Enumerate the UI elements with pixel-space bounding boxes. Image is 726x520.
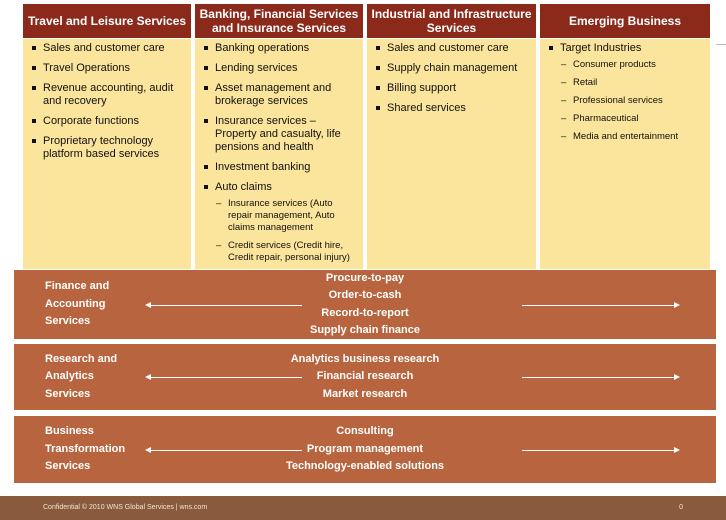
service-item-label: Billing support xyxy=(387,82,457,94)
sub-service-item: – Retail xyxy=(560,77,704,89)
service-item xyxy=(31,135,185,161)
service-item-label: Lending services xyxy=(215,62,298,74)
service-item xyxy=(203,181,357,264)
sub-service-list xyxy=(560,59,704,143)
right-arrow-line xyxy=(522,450,674,451)
sub-service-list xyxy=(215,198,357,264)
band-label-line: Business xyxy=(45,425,94,438)
service-item xyxy=(375,82,530,95)
column-body xyxy=(367,39,536,269)
service-item-label: Auto claims xyxy=(215,181,272,193)
band-activity: Program management xyxy=(306,442,424,455)
footer xyxy=(0,496,726,520)
service-item-label: Revenue accounting, audit and recovery xyxy=(43,82,174,107)
column-header-industrial-and-infrastructure-services: Industrial and Infrastructure Services xyxy=(367,4,536,38)
column-header-travel-and-leisure-services: Travel and Leisure Services xyxy=(23,4,191,38)
service-item-label: Investment banking xyxy=(215,161,311,173)
band-activity: Analytics business research xyxy=(290,352,440,365)
service-item-label: Target Industries xyxy=(560,42,642,54)
left-arrow-line xyxy=(150,377,302,378)
service-item-label: Sales and customer care xyxy=(43,42,165,54)
service-item-label: Sales and customer care xyxy=(387,42,509,54)
band-activity: Consulting xyxy=(336,425,394,438)
corner-divider xyxy=(716,44,726,45)
band-activity: Supply chain finance xyxy=(309,324,421,336)
service-list xyxy=(540,39,710,143)
column-header-emerging-business: Emerging Business xyxy=(540,4,710,38)
band-activity: Record-to-report xyxy=(321,306,409,319)
right-arrowhead-icon xyxy=(674,447,680,453)
left-arrow-line xyxy=(150,305,302,306)
service-list xyxy=(195,39,363,264)
sub-service-item: – Pharmaceutical xyxy=(560,113,704,125)
service-item xyxy=(31,62,185,75)
service-item xyxy=(203,161,357,174)
sub-service-item: – Professional services xyxy=(560,95,704,107)
band-activity: Order-to-cash xyxy=(328,289,402,301)
sub-service-item: – Credit services (Credit hire, Credit repair, personal injury) xyxy=(215,240,357,264)
band-activity: Market research xyxy=(322,387,408,400)
sub-service-item: – Media and entertainment xyxy=(560,131,704,143)
column-body xyxy=(195,39,363,269)
right-arrowhead-icon xyxy=(674,302,680,308)
service-item-label: Travel Operations xyxy=(43,62,131,74)
band-business-transformation-services xyxy=(14,416,716,483)
band-label-line: Accounting xyxy=(45,297,106,310)
band-label-line: Analytics xyxy=(45,370,94,383)
service-item-label: Supply chain management xyxy=(387,62,518,74)
band-label-line: Services xyxy=(45,315,91,328)
column-body xyxy=(23,39,191,269)
band-activity: Procure-to-pay xyxy=(325,271,405,284)
service-item xyxy=(31,115,185,128)
footer-confidential-text: Confidential © 2010 WNS Global Services | wns.com xyxy=(43,504,208,511)
footer-page-number: 0 xyxy=(679,504,683,511)
service-item-label: Asset management and brokerage services xyxy=(215,82,332,107)
band-activity: Technology-enabled solutions xyxy=(285,460,445,473)
service-item-label: Banking operations xyxy=(215,42,310,54)
column-header-banking-financial-services-and-insurance-services: Banking, Financial Services and Insurance Services xyxy=(195,4,363,38)
service-item xyxy=(203,62,357,75)
service-item xyxy=(375,42,530,55)
sub-service-item: – Consumer products xyxy=(560,59,704,71)
service-item xyxy=(375,62,530,75)
service-item-label: Insurance services – Property and casualty, life pensions and health xyxy=(215,115,341,153)
left-arrow-line xyxy=(150,450,302,451)
column-body xyxy=(540,39,710,269)
service-item xyxy=(31,42,185,55)
band-finance-and-accounting-services xyxy=(14,270,716,339)
service-item xyxy=(203,42,357,55)
band-label-line: Research and xyxy=(45,352,118,365)
sub-service-item: – Insurance services (Auto repair management, Auto claims management xyxy=(215,198,357,234)
service-item xyxy=(548,42,704,143)
band-activity: Financial research xyxy=(316,370,414,383)
band-research-and-analytics-services xyxy=(14,344,716,410)
band-label-line: Transformation xyxy=(45,442,126,455)
service-item xyxy=(203,82,357,108)
service-item xyxy=(375,102,530,115)
right-arrowhead-icon xyxy=(674,374,680,380)
service-item-label: Shared services xyxy=(387,102,466,114)
service-item xyxy=(31,82,185,108)
service-list xyxy=(367,39,536,115)
band-label-line: Services xyxy=(45,460,91,473)
service-item xyxy=(203,115,357,154)
band-label-line: Finance and xyxy=(45,280,110,293)
service-list xyxy=(23,39,191,161)
band-label-line: Services xyxy=(45,387,91,400)
service-item-label: Proprietary technology platform based services xyxy=(43,135,160,160)
right-arrow-line xyxy=(522,377,674,378)
service-item-label: Corporate functions xyxy=(43,115,139,127)
right-arrow-line xyxy=(522,305,674,306)
